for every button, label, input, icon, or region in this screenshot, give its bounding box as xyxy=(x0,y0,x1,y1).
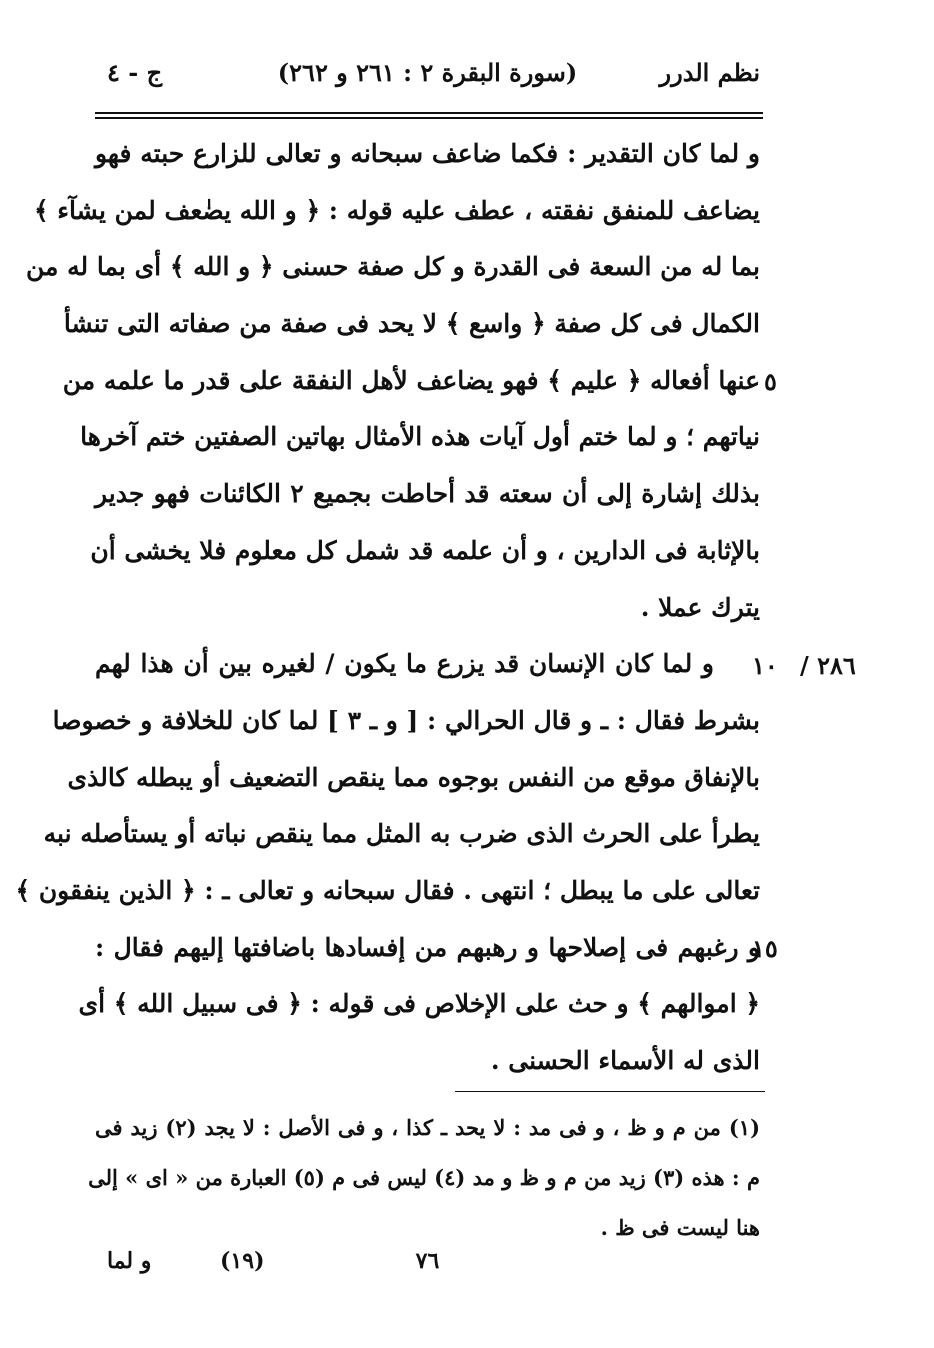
main-text xyxy=(15,126,760,1090)
line-number-5: ٥ xyxy=(764,367,777,396)
surah-reference: (سورة البقرة ٢ : ٢٦١ و ٢٦٢) xyxy=(277,58,578,87)
text-line: يطرأ على الحرث الذى ضرب به المثل مما ينقص نباته أو يستأصله نبه xyxy=(43,819,760,849)
text-line: عنها أفعاله ﴿ عليم ﴾ فهو يضاعف لأهل النفقة على قدر ما علمه من xyxy=(62,365,760,395)
text-line: نياتهم ؛ و لما ختم أول آيات هذه الأمثال بهاتين الصفتين ختم آخرها xyxy=(80,422,760,452)
footnote-line: (١) من م و ظ ، و فى مد : لا يحد ـ كذا ، و فى الأصل : لا يجد (٢) زيد فى xyxy=(95,1115,760,1140)
manuscript-page-marker: ٢٨٦ / xyxy=(800,651,856,680)
text-line: بما له من السعة فى القدرة و كل صفة حسنى ﴿ و الله ﴾ أى بما له من xyxy=(26,252,760,282)
text-line: الذى له الأسماء الحسنى . xyxy=(490,1046,760,1075)
footnotes xyxy=(88,1103,760,1253)
text-line: بذلك إشارة إلى أن سعته قد أحاطت بجميع ٢ الكائنات فهو جدير xyxy=(95,479,760,509)
footnote-separator xyxy=(455,1091,765,1092)
text-line: و رغبهم فى إصلاحها و رهبهم من إفسادها باضافتها إليهم فقال : xyxy=(95,932,760,962)
text-line: بالإنفاق موقع من النفس بوجوه مما ينقص التضعيف أو يبطله كالذى xyxy=(67,762,760,792)
text-line: يترك عملا . xyxy=(640,592,760,622)
text-line: تعالى على ما يبطل ؛ انتهى . فقال سبحانه و تعالى ـ : ﴿ الذين ينفقون ﴾ xyxy=(15,875,760,905)
text-line: الكمال فى كل صفة ﴿ واسع ﴾ لا يحد فى صفة من صفاته التى تنشأ xyxy=(63,309,760,339)
header-rule-top xyxy=(95,112,763,114)
text-line: بالإثابة فى الدارين ، و أن علمه قد شمل كل معلوم فلا يخشى أن xyxy=(90,535,760,565)
header-rule-bottom xyxy=(95,117,763,119)
page-number: ٧٦ xyxy=(415,1248,440,1274)
footnote-line: هنا ليست فى ظ . xyxy=(600,1215,760,1240)
text-line: بشرط فقال : ـ و قال الحرالي : [ و ـ ٣ ] لما كان للخلافة و خصوصا xyxy=(52,705,760,735)
page-header xyxy=(95,58,760,106)
footnote-line: م : هذه (٣) زيد من م و ظ و مد (٤) ليس فى م (٥) العبارة من « اى » إلى xyxy=(88,1165,760,1190)
page-footer xyxy=(95,1248,760,1288)
text-line: ﴿ اموالهم ﴾ و حث على الإخلاص فى قوله : ﴿ فى سبيل الله ﴾ أى xyxy=(78,989,760,1019)
volume-label: ج - ٤ xyxy=(107,58,163,87)
text-line: و لما كان التقدير : فكما ضاعف سبحانه و تعالى للزارع حبته فهو xyxy=(95,139,760,168)
line-number-15: ١٥ xyxy=(752,934,778,963)
book-title: نظم الدرر xyxy=(659,58,760,87)
text-line: و لما كان الإنسان قد يزرع ما يكون / لغيره بين أن هذا لهم xyxy=(95,649,714,679)
catchword: و لما xyxy=(107,1248,152,1274)
signature-mark: (١٩) xyxy=(220,1248,265,1274)
line-number-10: ١٠ xyxy=(752,651,778,680)
text-line: يضاعف للمنفق نفقته ، عطف عليه قوله : ﴿ و الله يضٰعف لمن يشآء ﴾ xyxy=(33,195,760,225)
